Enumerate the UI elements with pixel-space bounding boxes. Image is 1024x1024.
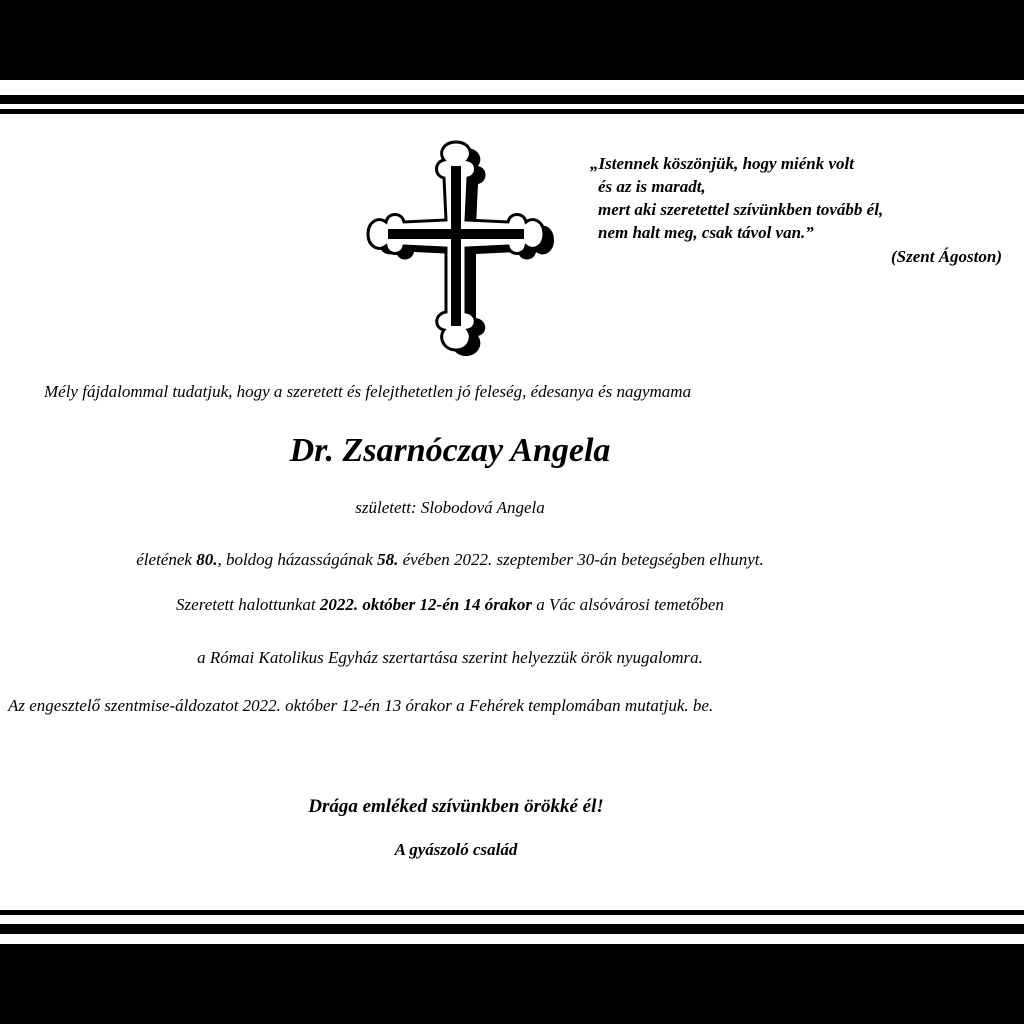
quote-line: „Istennek köszönjük, hogy miénk volt xyxy=(590,154,855,173)
quote-line: nem halt meg, csak távol van.” xyxy=(598,223,814,242)
family-signature: A gyászoló család xyxy=(394,840,518,859)
intro-text: Mély fájdalommal tudatjuk, hogy a szeretett és felejthetetlen jó feleség, édesanya és nagymama xyxy=(44,382,692,401)
funeral-text: a Vác alsóvárosi temetőben xyxy=(531,595,724,614)
bottom-border-thin xyxy=(0,910,1024,915)
ornate-cross-icon xyxy=(358,136,554,356)
quote-author: (Szent Ágoston) xyxy=(891,247,1002,266)
age-value: 80. xyxy=(196,550,218,569)
quote-block xyxy=(590,152,1010,268)
marriage-years: 58. xyxy=(377,550,399,569)
bottom-border-thick xyxy=(0,924,1024,934)
mass-line: Az engesztelő szentmise-áldozatot 2022. október 12-én 13 órakor a Fehérek templomában mutatjuk. be. xyxy=(8,696,714,715)
deceased-name: Dr. Zsarnóczay Angela xyxy=(289,432,611,469)
funeral-line xyxy=(0,595,900,615)
age-line xyxy=(0,550,900,570)
age-text: , boldog házasságának xyxy=(217,550,378,569)
funeral-date: 2022. október 12-én 14 órakor xyxy=(319,595,532,614)
age-text: életének xyxy=(136,550,197,569)
closing-line: Drága emléked szívünkben örökké él! xyxy=(308,796,604,817)
funeral-text: Szeretett halottunkat xyxy=(176,595,320,614)
top-border-thick xyxy=(0,95,1024,104)
rite-line: a Római Katolikus Egyház szertartása szerint helyezzük örök nyugalomra. xyxy=(197,648,703,667)
top-border-thin xyxy=(0,109,1024,114)
quote-line: mert aki szeretettel szívünkben tovább él, xyxy=(598,200,884,219)
age-text: évében 2022. szeptember 30-án betegségben elhunyt. xyxy=(398,550,764,569)
birth-name: született: Slobodová Angela xyxy=(355,498,545,517)
quote-line: és az is maradt, xyxy=(598,177,706,196)
obituary-notice xyxy=(0,80,1024,944)
